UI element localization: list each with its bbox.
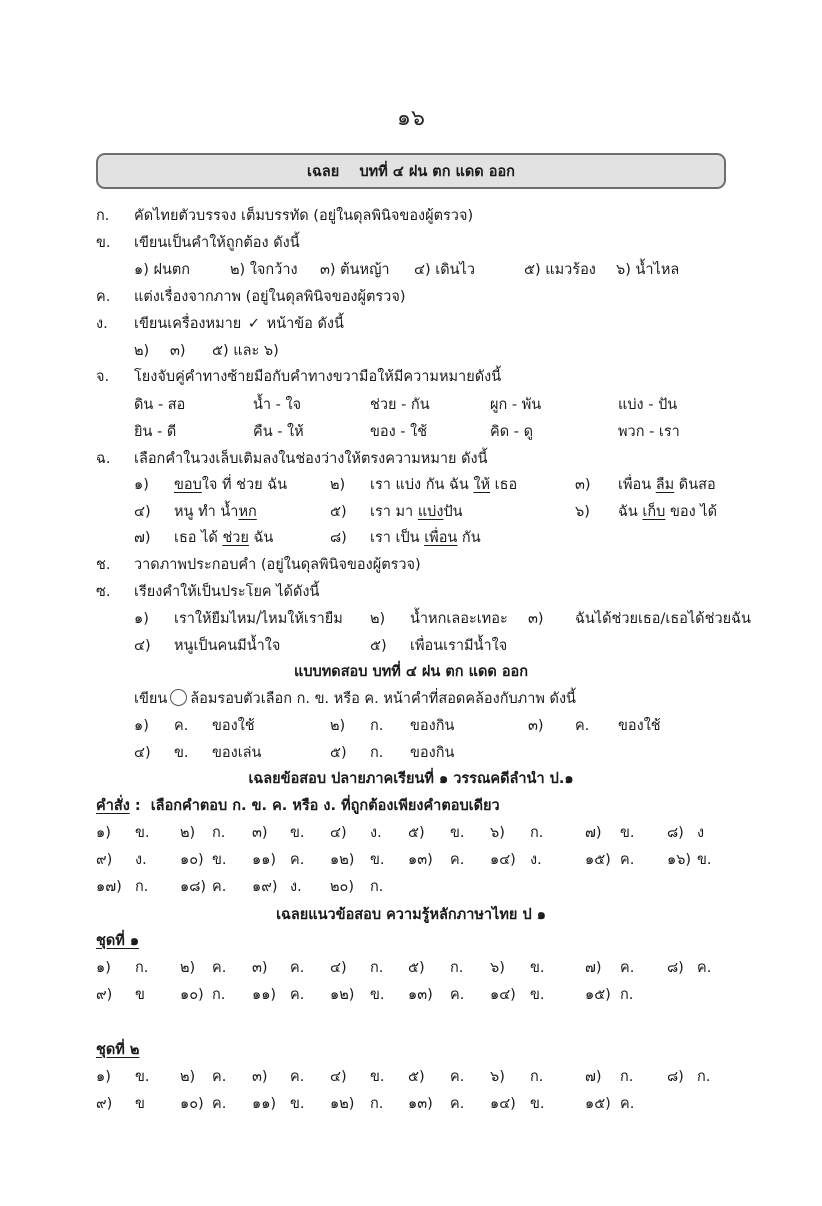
answer-word: ช่วย bbox=[222, 530, 249, 546]
question-number: ๑๒) bbox=[330, 852, 355, 868]
question-number: ๑๙) bbox=[252, 879, 278, 895]
section-label: ซ. bbox=[96, 584, 111, 600]
answer-letter: ก. bbox=[530, 825, 544, 841]
answer-letter: ค. bbox=[450, 1069, 465, 1085]
question-number: ๖) bbox=[490, 960, 505, 976]
answer-letter: ข. bbox=[370, 987, 385, 1003]
question-number: ๑๕) bbox=[585, 852, 611, 868]
answer-letter: ก. bbox=[212, 987, 226, 1003]
item-number: ๒) bbox=[370, 611, 386, 627]
answer-letter: ค. bbox=[450, 1096, 465, 1112]
item-number: ๑) bbox=[134, 611, 149, 627]
answer-letter: ก. bbox=[620, 987, 634, 1003]
question-number: ๑๗) bbox=[96, 879, 122, 895]
answer-letter: ข. bbox=[450, 825, 465, 841]
question-number: ๑๑) bbox=[252, 1096, 277, 1112]
question-number: ๒๐) bbox=[330, 879, 355, 895]
instruction-label: คำสั่ง bbox=[96, 798, 130, 814]
answer-letter: ข bbox=[135, 1096, 145, 1112]
question-number: ๔) bbox=[330, 825, 347, 841]
answer-letter: ข. bbox=[530, 987, 545, 1003]
question-number: ๘) bbox=[667, 1069, 684, 1085]
section-text: เรียงคำให้เป็นประโยค ได้ดังนี้ bbox=[134, 584, 320, 600]
fill-sentence: เรา แบ่ง กัน ฉัน ให้ เธอ bbox=[370, 477, 518, 493]
answer-word: ลืม bbox=[655, 477, 675, 493]
list-item: ๓) ต้นหญ้า bbox=[320, 262, 390, 278]
fill-sentence: เพื่อน ลืม ดินสอ bbox=[618, 477, 716, 493]
answer-word: ของกิน bbox=[410, 745, 455, 761]
word-pair: น้ำ - ใจ bbox=[253, 397, 302, 413]
circle-icon bbox=[170, 689, 187, 706]
question-number: ๑๕) bbox=[585, 987, 611, 1003]
item-number: ๒) bbox=[330, 718, 346, 734]
answer-letter: ค. bbox=[290, 987, 305, 1003]
list-item: ๕) และ ๖) bbox=[212, 343, 279, 359]
answer-letter: ข. bbox=[697, 852, 712, 868]
question-number: ๓) bbox=[252, 825, 268, 841]
answer-choice: ข. bbox=[174, 745, 189, 761]
list-item: ๓) bbox=[170, 343, 186, 359]
section-text bbox=[134, 314, 344, 334]
answer-letter: ค. bbox=[290, 960, 305, 976]
answer-word: เก็บ bbox=[642, 504, 666, 520]
question-number: ๗) bbox=[585, 1069, 602, 1085]
item-number: ๕) bbox=[370, 638, 387, 654]
question-number: ๑๕) bbox=[585, 1096, 611, 1112]
test-instruction: เขียน ล้อมรอบตัวเลือก ก. ข. หรือ ค. หน้าคำที่สอดคล้องกับภาพ ดังนี้ bbox=[134, 691, 576, 707]
list-item: ๒) bbox=[134, 343, 150, 359]
answer-letter: ก. bbox=[620, 1069, 634, 1085]
item-number: ๔) bbox=[134, 504, 151, 520]
answer-letter: ง. bbox=[290, 879, 302, 895]
fill-sentence: เธอ ได้ ช่วย ฉัน bbox=[174, 530, 274, 546]
question-number: ๑๓) bbox=[408, 987, 433, 1003]
item-number: ๒) bbox=[330, 477, 346, 493]
list-item: ๖) น้ำไหล bbox=[616, 262, 680, 278]
answer-letter: ง. bbox=[530, 852, 542, 868]
list-item: ๔) เดินไว bbox=[414, 262, 475, 278]
section-label: จ. bbox=[96, 369, 110, 385]
answer-word: เพื่อน bbox=[424, 530, 458, 546]
question-number: ๔) bbox=[330, 1069, 347, 1085]
word-pair: คิด - ดู bbox=[490, 424, 533, 440]
fill-sentence: เรา เป็น เพื่อน กัน bbox=[370, 530, 481, 546]
answer-letter: ค. bbox=[290, 1069, 305, 1085]
question-number: ๑๖) bbox=[667, 852, 692, 868]
word-pair: ดิน - สอ bbox=[134, 397, 186, 413]
answer-letter: ข. bbox=[212, 852, 227, 868]
question-number: ๒) bbox=[180, 825, 196, 841]
word-pair: คืน - ให้ bbox=[253, 424, 304, 440]
answer-letter: ค. bbox=[290, 852, 305, 868]
word-pair: ช่วย - กัน bbox=[370, 397, 430, 413]
section-text: เขียนเป็นคำให้ถูกต้อง ดังนี้ bbox=[134, 235, 300, 251]
word-pair: แบ่ง - ปัน bbox=[618, 397, 678, 413]
section-header-title: เฉลย บทที่ ๔ ฝน ตก แดด ออก bbox=[307, 163, 515, 180]
exam1-title: เฉลยข้อสอบ ปลายภาคเรียนที่ ๑ วรรณคดีลำนำ ป.๑ bbox=[248, 771, 574, 787]
section-label: ฉ. bbox=[96, 451, 111, 467]
question-number: ๒) bbox=[180, 960, 196, 976]
question-number: ๕) bbox=[408, 960, 425, 976]
answer-choice: ก. bbox=[370, 718, 384, 734]
set2-label: ชุดที่ ๒ bbox=[96, 1042, 140, 1058]
answer-word: ให้ bbox=[473, 477, 491, 493]
section-text: เลือกคำในวงเล็บเติมลงในช่องว่างให้ตรงความหมาย ดังนี้ bbox=[134, 451, 488, 467]
item-number: ๕) bbox=[330, 745, 347, 761]
section-label: ง. bbox=[96, 316, 108, 332]
question-number: ๑๐) bbox=[180, 987, 204, 1003]
item-number: ๓) bbox=[528, 718, 544, 734]
section-text: โยงจับคู่คำทางซ้ายมือกับคำทางขวามือให้มีความหมายดังนี้ bbox=[134, 369, 502, 385]
question-number: ๑๓) bbox=[408, 852, 433, 868]
answer-letter: ค. bbox=[620, 1096, 635, 1112]
answer-choice: ค. bbox=[174, 718, 189, 734]
answer-letter: ค. bbox=[212, 1069, 227, 1085]
question-number: ๑) bbox=[96, 825, 111, 841]
list-item: ๑) ฝนตก bbox=[134, 262, 191, 278]
answer-letter: ข bbox=[135, 987, 145, 1003]
fill-sentence: ฉัน เก็บ ของ ได้ bbox=[618, 504, 717, 520]
question-number: ๑๑) bbox=[252, 852, 277, 868]
item-number: ๓) bbox=[575, 477, 591, 493]
question-number: ๘) bbox=[667, 960, 684, 976]
section-text: คัดไทยตัวบรรจง เต็มบรรทัด (อยู่ในดุลพินิจของผู้ตรวจ) bbox=[134, 208, 474, 224]
fill-sentence: หนู ทำ น้ำหก bbox=[174, 504, 257, 520]
question-number: ๑๔) bbox=[490, 1096, 516, 1112]
item-number: ๑) bbox=[134, 477, 149, 493]
word-pair: ผูก - พัน bbox=[490, 397, 542, 413]
answer-letter: ก. bbox=[697, 1069, 711, 1085]
answer-letter: ก. bbox=[212, 825, 226, 841]
section-label: ก. bbox=[96, 208, 110, 224]
item-number: ๗) bbox=[134, 530, 151, 546]
answer-letter: ก. bbox=[450, 960, 464, 976]
sentence: ฉันได้ช่วยเธอ/เธอได้ช่วยฉัน bbox=[575, 611, 751, 627]
question-number: ๙) bbox=[96, 1096, 113, 1112]
question-number: ๑๔) bbox=[490, 852, 516, 868]
question-number: ๙) bbox=[96, 987, 113, 1003]
question-number: ๘) bbox=[667, 825, 684, 841]
answer-letter: ก. bbox=[370, 879, 384, 895]
answer-letter: ข. bbox=[135, 1069, 150, 1085]
item-number: ๕) bbox=[330, 504, 347, 520]
question-number: ๖) bbox=[490, 825, 505, 841]
question-number: ๑) bbox=[96, 1069, 111, 1085]
question-number: ๕) bbox=[408, 825, 425, 841]
answer-word: ของใช้ bbox=[618, 718, 661, 734]
sentence: เราให้ยืมไหม/ไหมให้เรายืม bbox=[174, 611, 343, 627]
answer-letter: ค. bbox=[212, 960, 227, 976]
answer-choice: ค. bbox=[575, 718, 590, 734]
sentence: หนูเป็นคนมีน้ำใจ bbox=[174, 638, 281, 654]
test-title: แบบทดสอบ บทที่ ๔ ฝน ตก แดด ออก bbox=[293, 664, 529, 680]
question-number: ๗) bbox=[585, 825, 602, 841]
answer-word: ของกิน bbox=[410, 718, 455, 734]
section-text: วาดภาพประกอบคำ (อยู่ในดุลพินิจของผู้ตรวจ) bbox=[134, 557, 421, 573]
item-number: ๑) bbox=[134, 718, 149, 734]
section-label: ค. bbox=[96, 289, 111, 305]
section-label: ช. bbox=[96, 557, 111, 573]
exam1-instruction: คำสั่ง : เลือกคำตอบ ก. ข. ค. หรือ ง. ที่ถูกต้องเพียงคำตอบเดียว bbox=[96, 798, 500, 814]
question-number: ๓) bbox=[252, 960, 268, 976]
text-after: หน้าข้อ ดังนี้ bbox=[266, 316, 344, 332]
answer-letter: ข. bbox=[290, 825, 305, 841]
answer-letter: ก. bbox=[370, 1096, 384, 1112]
sentence: เพื่อนเรามีน้ำใจ bbox=[410, 638, 508, 654]
question-number: ๗) bbox=[585, 960, 602, 976]
text-before: เขียนเครื่องหมาย bbox=[134, 316, 242, 332]
list-item: ๒) ใจกว้าง bbox=[230, 262, 298, 278]
item-number: ๖) bbox=[575, 504, 590, 520]
question-number: ๑๐) bbox=[180, 852, 204, 868]
question-number: ๑๑) bbox=[252, 987, 277, 1003]
word-pair: ของ - ใช้ bbox=[370, 424, 428, 440]
answer-letter: ก. bbox=[530, 1069, 544, 1085]
sentence: น้ำหกเลอะเทอะ bbox=[410, 611, 508, 627]
answer-letter: ค. bbox=[212, 879, 227, 895]
answer-letter: ข. bbox=[370, 852, 385, 868]
answer-letter: ง. bbox=[370, 825, 382, 841]
fill-sentence: เรา มา แบ่งปัน bbox=[370, 504, 463, 520]
section-label: ข. bbox=[96, 235, 111, 251]
answer-word: แบ่ง bbox=[417, 504, 444, 520]
answer-word: ของใช้ bbox=[212, 718, 255, 734]
question-number: ๑๒) bbox=[330, 987, 355, 1003]
answer-letter: ข. bbox=[530, 1096, 545, 1112]
question-number: ๑๓) bbox=[408, 1096, 433, 1112]
word-pair: พวก - เรา bbox=[618, 424, 680, 440]
answer-word: ขอบ bbox=[174, 477, 202, 493]
item-number: ๔) bbox=[134, 638, 151, 654]
section-header-box bbox=[96, 153, 726, 189]
answer-letter: ข. bbox=[620, 825, 635, 841]
question-number: ๑๒) bbox=[330, 1096, 355, 1112]
section-text: แต่งเรื่องจากภาพ (อยู่ในดุลพินิจของผู้ตรวจ) bbox=[134, 289, 406, 305]
item-number: ๔) bbox=[134, 745, 151, 761]
answer-letter: ง bbox=[697, 825, 705, 841]
answer-letter: ข. bbox=[370, 1069, 385, 1085]
set1-label: ชุดที่ ๑ bbox=[96, 933, 140, 949]
question-number: ๑) bbox=[96, 960, 111, 976]
answer-letter: ค. bbox=[620, 960, 635, 976]
question-number: ๔) bbox=[330, 960, 347, 976]
answer-letter: ค. bbox=[212, 1096, 227, 1112]
answer-letter: ค. bbox=[450, 987, 465, 1003]
word-pair: ยิน - ดี bbox=[134, 424, 177, 440]
answer-letter: ข. bbox=[135, 825, 150, 841]
answer-letter: ค. bbox=[450, 852, 465, 868]
item-number: ๓) bbox=[528, 611, 544, 627]
question-number: ๑๘) bbox=[180, 879, 207, 895]
answer-letter: ง. bbox=[135, 852, 147, 868]
answer-letter: ก. bbox=[370, 960, 384, 976]
fill-sentence: ขอบใจ ที่ ช่วย ฉัน bbox=[174, 477, 288, 493]
page-number: ๑๖ bbox=[397, 106, 425, 131]
answer-letter: ค. bbox=[697, 960, 712, 976]
answer-letter: ข. bbox=[290, 1096, 305, 1112]
question-number: ๙) bbox=[96, 852, 113, 868]
list-item: ๕) แมวร้อง bbox=[524, 262, 596, 278]
question-number: ๑๔) bbox=[490, 987, 516, 1003]
answer-letter: ก. bbox=[135, 879, 149, 895]
question-number: ๑๐) bbox=[180, 1096, 204, 1112]
question-number: ๕) bbox=[408, 1069, 425, 1085]
answer-letter: ข. bbox=[530, 960, 545, 976]
answer-letter: ค. bbox=[620, 852, 635, 868]
checkmark-icon: ✓ bbox=[247, 316, 261, 332]
question-number: ๒) bbox=[180, 1069, 196, 1085]
answer-word: ของเล่น bbox=[212, 745, 262, 761]
item-number: ๘) bbox=[330, 530, 347, 546]
answer-letter: ก. bbox=[135, 960, 149, 976]
question-number: ๖) bbox=[490, 1069, 505, 1085]
answer-word: หก bbox=[238, 504, 257, 520]
exam2-title: เฉลยแนวข้อสอบ ความรู้หลักภาษาไทย ป ๑ bbox=[276, 907, 546, 923]
answer-choice: ก. bbox=[370, 745, 384, 761]
question-number: ๓) bbox=[252, 1069, 268, 1085]
